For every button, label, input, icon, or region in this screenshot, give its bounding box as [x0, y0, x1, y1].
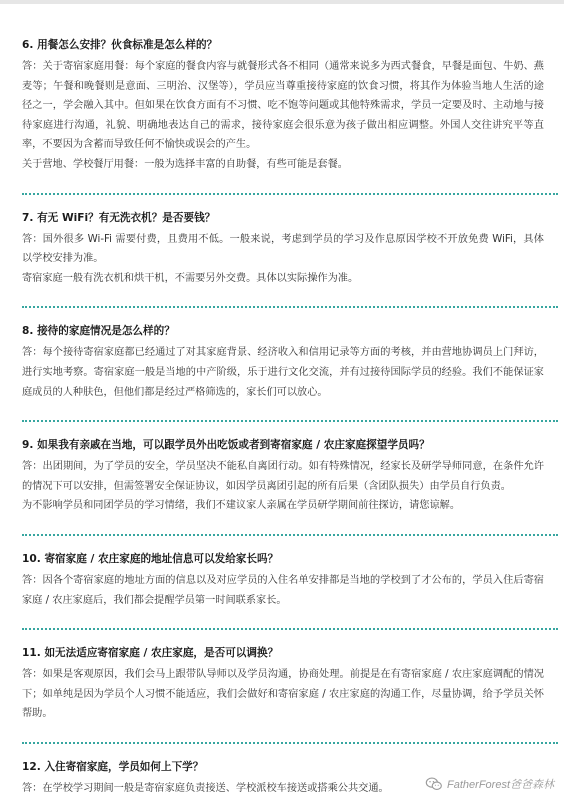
watermark: [421, 774, 558, 794]
answer-6-para-1: 答：关于寄宿家庭用餐：每个家庭的餐食内容与就餐形式各不相同（通常来说多为西式餐食，早餐是面包、牛奶、燕麦等；午餐和晚餐则是意面、三明治、汉堡等），学员应当尊重接待家庭的饮食习惯，将其作为体验当地人生活的途径之一，学会融入其中。但如果在饮食方面有不习惯、吃不饱等问题或其他特殊需求，学员一定要及时、主动地与接待家庭进行沟通，礼貌、明确地表达自己的需求，接待家庭会很乐意为孩子做出相应调整。外国人交往讲究平等直率，不要因为含蓄而导致任何不愉快或误会的产生。: [22, 61, 544, 151]
answer-12-para-1: 答：在学校学习期间一般是寄宿家庭负责接送、学校派校车接送或搭乘公共交通。: [22, 782, 389, 794]
top-rule: [0, 0, 564, 4]
faq-item-8: [22, 320, 544, 410]
question-6: 6. 用餐怎么安排？伙食标准是怎么样的？: [22, 39, 218, 51]
faq-item-10: [22, 548, 544, 618]
faq-item-7: [22, 207, 544, 297]
faq-item-9: [22, 434, 544, 524]
dotted-divider: [22, 742, 558, 744]
wechat-icon: [425, 777, 443, 791]
answer-8-para-1: 答：每个接待寄宿家庭都已经通过了对其家庭背景、经济收入和信用记录等方面的考核，并由营地协调员上门拜访，进行实地考察。寄宿家庭一般是当地的中产阶级，乐于进行文化交流，并有过接待国际学员的经验。我们不能保证家庭成员的人种肤色，但他们都是经过严格筛选的，家长们可以放心。: [22, 347, 544, 398]
dotted-divider: [22, 534, 558, 536]
answer-9-para-1: 答：出团期间，为了学员的安全，学员坚决不能私自离团行动。如有特殊情况，经家长及研学导师同意，在条件允许的情况下可以安排，但需签署安全保证协议，如因学员离团引起的所有后果（含团队损失）由学员自行负责。: [22, 461, 544, 492]
faq-item-6: [22, 34, 544, 183]
answer-7-para-1: 答：国外很多 Wi-Fi 需要付费，且费用不低。一般来说，考虑到学员的学习及作息原因学校不开放免费 WiFi，具体以学校安排为准。: [22, 233, 544, 265]
question-8: 8. 接待的家庭情况是怎么样的？: [22, 325, 175, 338]
answer-11-para-1: 答：如果是客观原因，我们会马上跟带队导师以及学员沟通，协商处理。前提是在有寄宿家庭 / 农庄家庭调配的情况下；如单纯是因为学员个人习惯不能适应，我们会做好和寄宿家庭 / 农庄家庭的沟通工作，尽量协调，给予学员关怀帮助。: [22, 669, 544, 720]
dotted-divider: [22, 306, 558, 308]
question-9: 9. 如果我有亲戚在当地，可以跟学员外出吃饭或者到寄宿家庭 / 农庄家庭探望学员吗？: [22, 439, 430, 452]
dotted-divider: [22, 193, 558, 195]
faq-item-11: [22, 642, 544, 732]
answer-10-para-1: 答：因各个寄宿家庭的地址方面的信息以及对应学员的入住名单安排都是当地的学校到了才公布的，学员入住后寄宿家庭 / 农庄家庭后，我们都会提醒学员第一时间联系家长。: [22, 574, 544, 606]
question-7: 7. 有无 WiFi？有无洗衣机？是否要钱？: [22, 211, 216, 224]
dotted-divider: [22, 420, 558, 422]
dotted-divider: [22, 628, 558, 630]
question-12: 12. 入住寄宿家庭，学员如何上下学？: [22, 760, 204, 773]
answer-7-para-2: 寄宿家庭一般有洗衣机和烘干机，不需要另外交费。具体以实际操作为准。: [22, 272, 359, 284]
answer-9-para-2: 为不影响学员和同团学员的学习情绪，我们不建议家人亲属在学员研学期间前往探访，请您谅解。: [22, 500, 461, 512]
faq-list: [22, 34, 544, 806]
watermark-text: FatherForest爸爸森林: [447, 779, 554, 791]
question-11: 11. 如无法适应寄宿家庭 / 农庄家庭，是否可以调换？: [22, 647, 279, 660]
question-10: 10. 寄宿家庭 / 农庄家庭的地址信息可以发给家长吗？: [22, 552, 279, 565]
answer-6-para-2: 关于营地、学校餐厅用餐：一般为选择丰富的自助餐，有些可能是套餐。: [22, 158, 348, 170]
